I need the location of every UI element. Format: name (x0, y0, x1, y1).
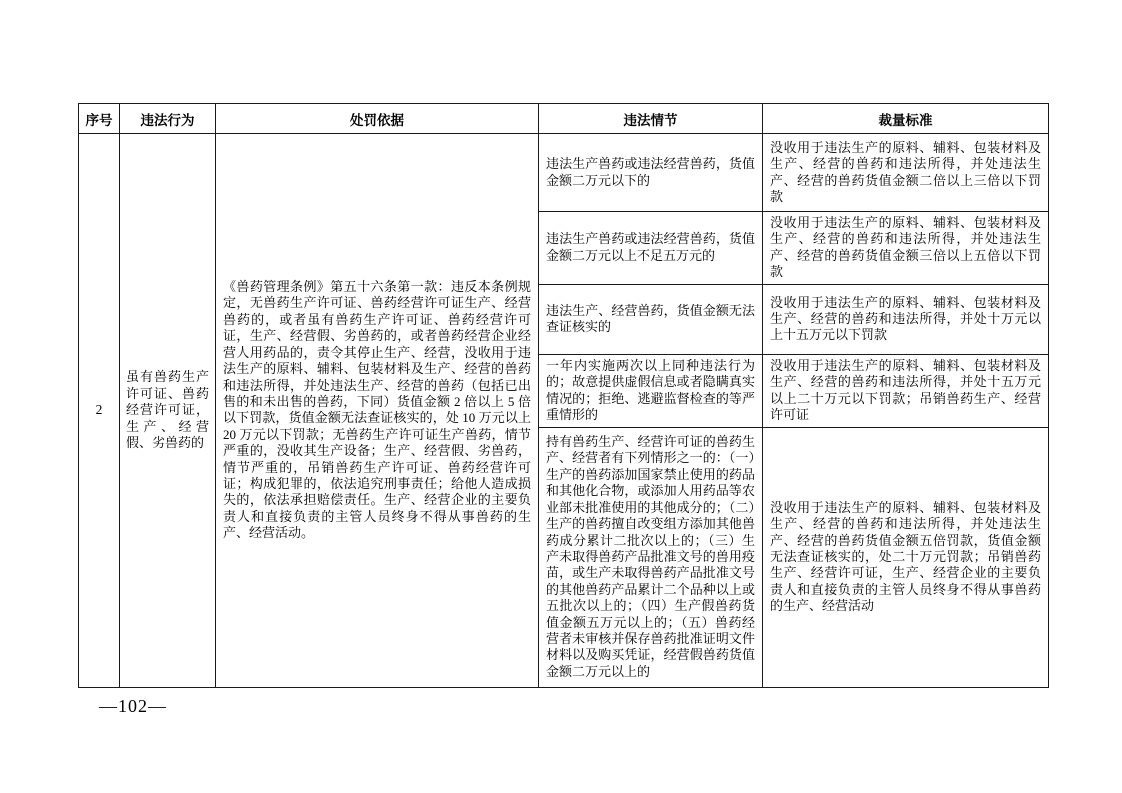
standard-cell: 没收用于违法生产的原料、辅料、包装材料及生产、经营的兽药和违法所得，并处违法生产、经营的兽药货值金额三倍以上五倍以下罚款 (763, 212, 1049, 285)
header-penalty-basis: 处罚依据 (216, 104, 539, 134)
illegal-behavior-cell: 虽有兽药生产许可证、兽药经营许可证，生产、经营假、劣兽药的 (120, 134, 216, 688)
circumstance-cell: 违法生产兽药或违法经营兽药，货值金额二万元以上不足五万元的 (539, 212, 763, 285)
header-discretion-standard: 裁量标准 (763, 104, 1049, 134)
penalty-basis-cell: 《兽药管理条例》第五十六条第一款：违反本条例规定，无兽药生产许可证、兽药经营许可证生产、经营兽药的，或者虽有兽药生产许可证、兽药经营许可证，生产、经营假、劣兽药的，或者兽药经营企业经营人用药品的，责令其停止生产、经营，没收用于违法生产的原料、辅料、包装材料及生产、经营的兽药和违法所得，并处违法生产、经营的兽药（包括已出售的和未出售的兽药，下同）货值金额 2 倍以上 5 倍以下罚款，货值金额无法查证核实的，处 10 万元以上 20 万元以下罚款；无兽药生产许可证生产兽药，情节严重的，没收其生产设备；生产、经营假、劣兽药，情节严重的，吊销兽药生产许可证、兽药经营许可证；构成犯罪的，依法追究刑事责任；给他人造成损失的，依法承担赔偿责任。生产、经营企业的主要负责人和直接负责的主管人员终身不得从事兽药的生产、经营活动。 (216, 134, 539, 688)
circumstance-cell: 违法生产兽药或违法经营兽药，货值金额二万元以下的 (539, 134, 763, 212)
header-illegal-circumstance: 违法情节 (539, 104, 763, 134)
header-illegal-behavior: 违法行为 (120, 104, 216, 134)
circumstance-cell: 一年内实施两次以上同种违法行为的；故意提供虚假信息或者隐瞒真实情况的；拒绝、逃避监督检查的等严重情形的 (539, 354, 763, 427)
standard-cell: 没收用于违法生产的原料、辅料、包装材料及生产、经营的兽药和违法所得，并处违法生产、经营的兽药货值金额五倍罚款，货值金额无法查证核实的，处二十万元罚款；吊销兽药生产、经营许可证，生产、经营企业的主要负责人和直接负责的主管人员终身不得从事兽药的生产、经营活动 (763, 427, 1049, 687)
header-serial-number: 序号 (79, 104, 120, 134)
circumstance-cell: 违法生产、经营兽药，货值金额无法查证核实的 (539, 284, 763, 354)
table-header-row (79, 104, 1049, 134)
penalty-discretion-table (78, 103, 1049, 688)
standard-cell: 没收用于违法生产的原料、辅料、包装材料及生产、经营的兽药和违法所得，并处违法生产、经营的兽药货值金额二倍以上三倍以下罚款 (763, 134, 1049, 212)
standard-cell: 没收用于违法生产的原料、辅料、包装材料及生产、经营的兽药和违法所得，并处十万元以上十五万元以下罚款 (763, 284, 1049, 354)
standard-cell: 没收用于违法生产的原料、辅料、包装材料及生产、经营的兽药和违法所得，并处十五万元以上二十万元以下罚款；吊销兽药生产、经营许可证 (763, 354, 1049, 427)
table-row (79, 134, 1049, 212)
serial-number-cell: 2 (79, 134, 120, 688)
circumstance-cell: 持有兽药生产、经营许可证的兽药生产、经营者有下列情形之一的：（一）生产的兽药添加国家禁止使用的药品和其他化合物，或添加人用药品等农业部未批准使用的其他成分的；（二）生产的兽药擅自改变组方添加其他兽药成分累计二批次以上的；（三）生产未取得兽药产品批准文号的兽用疫苗，或生产未取得兽药产品批准文号的其他兽药产品累计二个品种以上或五批次以上的；（四）生产假兽药货值金额五万元以上的；（五）兽药经营者未审核并保存兽药批准证明文件材料以及购买凭证，经营假兽药货值金额二万元以上的 (539, 427, 763, 687)
page-number: —102— (99, 696, 167, 716)
